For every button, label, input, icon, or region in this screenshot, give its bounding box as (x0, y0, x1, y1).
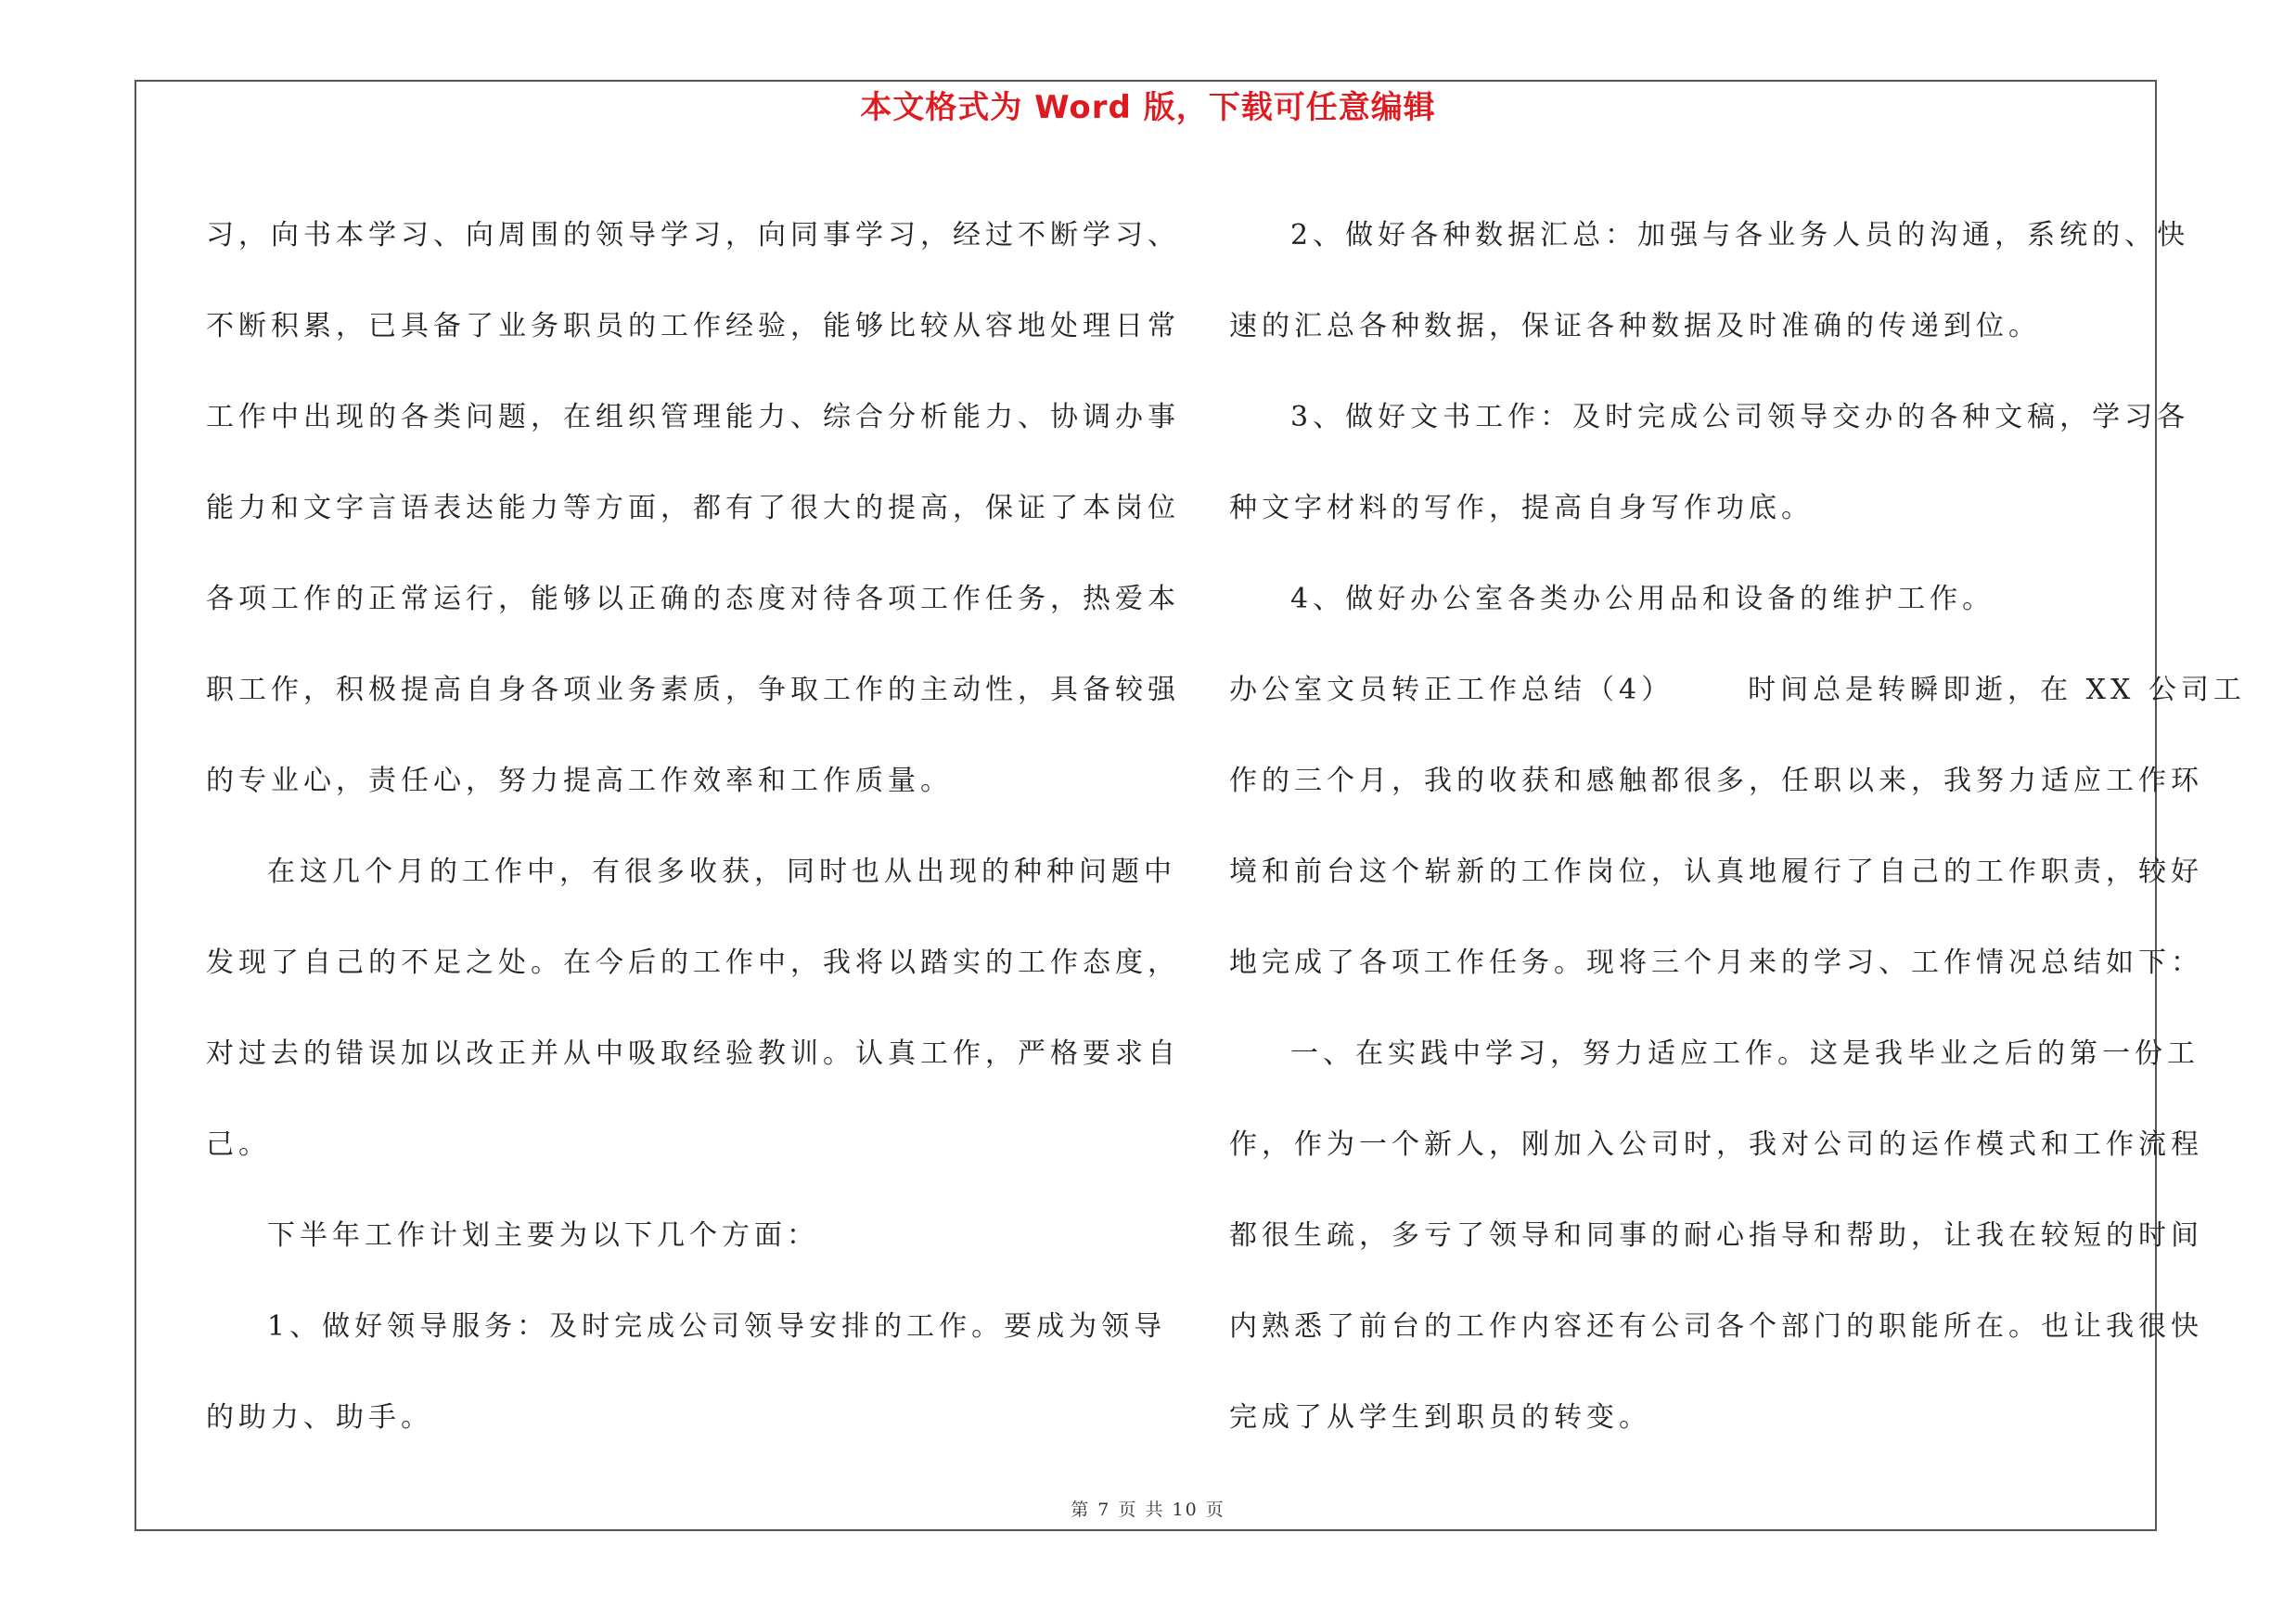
text-line-content: 职工作，积极提高自身各项业务素质，争取工作的主动性，具备较强 (206, 674, 1180, 706)
text-line-content: 地完成了各项工作任务。现将三个月来的学习、工作情况总结如下： (1229, 947, 2203, 979)
text-line-content: 各项工作的正常运行，能够以正确的态度对待各项工作任务，热爱本 (206, 583, 1180, 615)
left-text-column (206, 190, 1180, 1463)
text-line-content: 3、做好文书工作：及时完成公司领导交办的各种文稿，学习各 (1290, 401, 2190, 433)
page-number: 第 7 页 共 10 页 (1071, 1500, 1225, 1520)
text-line (1229, 1372, 2157, 1463)
text-line-content: 不断积累，已具备了业务职员的工作经验，能够比较从容地处理日常 (206, 310, 1180, 342)
text-line-content: 发现了自己的不足之处。在今后的工作中，我将以踏实的工作态度， (206, 947, 1180, 979)
text-line (206, 736, 1143, 827)
text-line-content: 种文字材料的写作，提高自身写作功底。 (1229, 492, 1814, 524)
text-line-content: 内熟悉了前台的工作内容还有公司各个部门的职能所在。也让我很快 (1229, 1310, 2203, 1343)
text-line (206, 554, 1180, 645)
text-line-content: 习，向书本学习、向周围的领导学习，向同事学习，经过不断学习、 (206, 219, 1180, 251)
text-line (206, 372, 1180, 463)
text-line (206, 1282, 1167, 1372)
text-line-content: 速的汇总各种数据，保证各种数据及时准确的传递到位。 (1229, 310, 2041, 342)
text-line-content: 下半年工作计划主要为以下几个方面： (267, 1219, 819, 1252)
text-line (206, 827, 1176, 918)
text-line (1229, 1191, 2203, 1282)
text-line-content: 作的三个月，我的收获和感触都很多，任职以来，我努力适应工作环 (1229, 765, 2203, 797)
text-line (1229, 1282, 2203, 1372)
text-line-content: 己。 (206, 1128, 271, 1161)
text-line-content: 2、做好各种数据汇总：加强与各业务人员的沟通，系统的、快 (1290, 219, 2190, 251)
format-banner: 本文格式为 Word 版，下载可任意编辑 (860, 89, 1436, 126)
text-line (206, 1191, 1143, 1282)
text-line-content: 能力和文字言语表达能力等方面，都有了很大的提高，保证了本岗位 (206, 492, 1180, 524)
text-line-content: 办公室文员转正工作总结（4） (1229, 674, 1674, 706)
text-line-content: 的专业心，责任心，努力提高工作效率和工作质量。 (206, 765, 953, 797)
text-line (1229, 1009, 2200, 1100)
text-line (1229, 190, 2190, 281)
text-line-content: 一、在实践中学习，努力适应工作。这是我毕业之后的第一份工 (1290, 1037, 2200, 1070)
text-line (206, 1100, 1143, 1191)
text-line (1229, 918, 2203, 1009)
text-line-content: 的助力、助手。 (206, 1401, 433, 1434)
text-line-content: 境和前台这个崭新的工作岗位，认真地履行了自己的工作职责，较好 (1229, 856, 2203, 888)
text-line (206, 645, 1180, 736)
text-line (206, 1372, 1143, 1463)
text-line-continuation: 时间总是转瞬即逝，在 XX 公司工 (1748, 674, 2246, 706)
text-line-content: 完成了从学生到职员的转变。 (1229, 1401, 1651, 1434)
text-line (1229, 372, 2190, 463)
text-line (206, 463, 1180, 554)
text-line-content: 1、做好领导服务：及时完成公司领导安排的工作。要成为领导 (267, 1310, 1167, 1343)
text-line (206, 281, 1180, 372)
text-line (206, 190, 1180, 281)
text-line (1229, 645, 2246, 736)
text-line-content: 4、做好办公室各类办公用品和设备的维护工作。 (1290, 583, 1995, 615)
text-line (1229, 554, 2157, 645)
text-line-content: 都很生疏，多亏了领导和同事的耐心指导和帮助，让我在较短的时间 (1229, 1219, 2203, 1252)
text-line-content: 作，作为一个新人，刚加入公司时，我对公司的运作模式和工作流程 (1229, 1128, 2203, 1161)
text-line (206, 1009, 1180, 1100)
text-line-content: 工作中出现的各类问题，在组织管理能力、综合分析能力、协调办事 (206, 401, 1180, 433)
right-text-column (1229, 190, 2246, 1463)
text-line-content: 在这几个月的工作中，有很多收获，同时也从出现的种种问题中 (267, 856, 1176, 888)
text-line-content: 对过去的错误加以改正并从中吸取经验教训。认真工作，严格要求自 (206, 1037, 1180, 1070)
text-line (1229, 736, 2203, 827)
text-line (206, 918, 1180, 1009)
text-line (1229, 827, 2203, 918)
text-line (1229, 1100, 2203, 1191)
text-line (1229, 463, 2157, 554)
text-line (1229, 281, 2157, 372)
